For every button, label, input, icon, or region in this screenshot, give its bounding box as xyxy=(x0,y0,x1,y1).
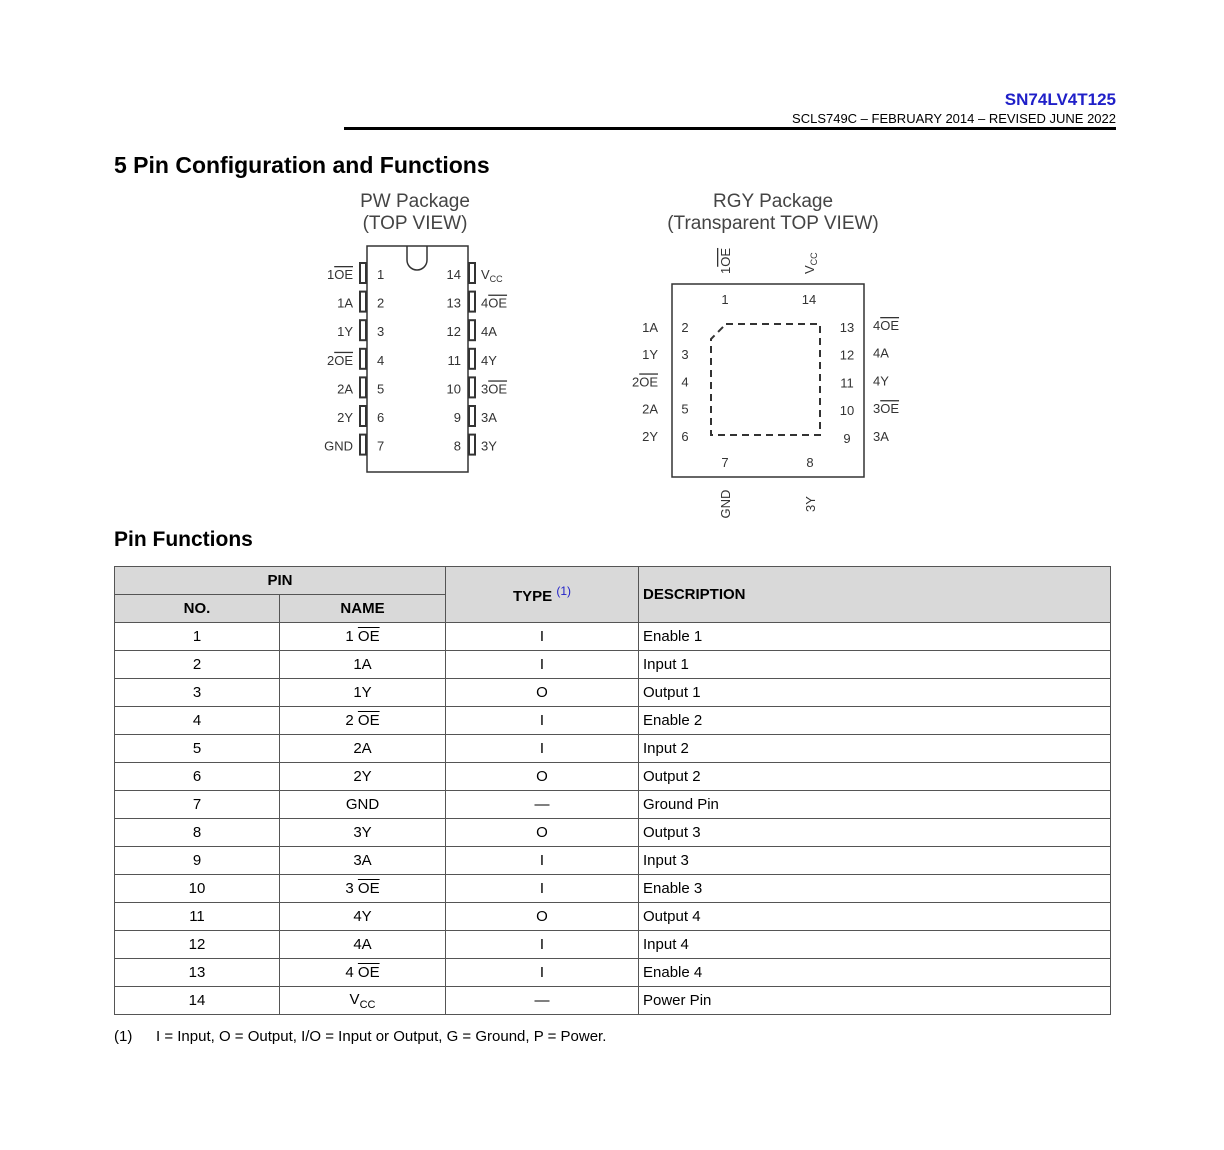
pin-type-cell: O xyxy=(446,679,639,707)
pw-pin-lead xyxy=(360,292,366,312)
rgy-pin-number: 9 xyxy=(843,430,851,446)
pw-pin-label-text: 1A xyxy=(337,295,353,311)
table-row xyxy=(115,791,1111,819)
pin-description-cell: Output 4 xyxy=(639,903,1111,931)
pw-pin-label-prefix: 4 xyxy=(481,295,489,311)
pin-number-cell: 11 xyxy=(115,903,280,931)
pw-pin-lead xyxy=(360,263,366,283)
pin-name: 1Y xyxy=(353,684,372,701)
header-no: NO. xyxy=(115,595,280,623)
pw-pin-number: 7 xyxy=(377,438,385,454)
pin-name-prefix: 3 xyxy=(345,880,358,897)
pin-type-cell: I xyxy=(446,959,639,987)
pin-name-cell xyxy=(280,735,446,763)
rgy-pin-label xyxy=(803,496,818,512)
pin-name: 3Y xyxy=(353,824,372,841)
header-rule xyxy=(344,127,1116,130)
pin-name-cell xyxy=(280,903,446,931)
header-type-footnote-link[interactable]: (1) xyxy=(556,584,572,598)
pw-pin-lead xyxy=(360,435,366,455)
pw-pin-label-text: 2Y xyxy=(337,410,353,425)
header-type xyxy=(446,567,639,623)
rgy-pin-label-prefix: 1 xyxy=(718,266,733,274)
rgy-package-diagram xyxy=(600,236,930,526)
pin-name: $\overline{OE}$ xyxy=(357,712,380,729)
pin-type-cell: I xyxy=(446,735,639,763)
rgy-pin-label xyxy=(873,429,889,444)
rgy-pin-label xyxy=(873,401,899,416)
pin-number-cell: 1 xyxy=(115,623,280,651)
table-row xyxy=(115,735,1111,763)
rgy-pin-label xyxy=(642,402,658,417)
pw-pin-label-text: 2A xyxy=(337,381,353,397)
pin-name: 4A xyxy=(353,936,372,953)
rgy-pin-label xyxy=(802,252,819,274)
pw-pin-lead xyxy=(469,292,475,312)
pin-name-cell xyxy=(280,847,446,875)
pin-type-cell: O xyxy=(446,903,639,931)
pw-pin-number: 4 xyxy=(377,352,385,368)
rgy-pin-label-text: GND xyxy=(718,489,733,519)
pw-pin-number: 10 xyxy=(446,381,461,397)
header-name: NAME xyxy=(280,595,446,623)
rgy-pin-number: 14 xyxy=(801,292,817,307)
pin-name-cell xyxy=(280,791,446,819)
pw-package-notch xyxy=(407,246,427,270)
pin-name: GND xyxy=(345,796,380,813)
pin-description-cell: Power Pin xyxy=(639,987,1111,1015)
pin-description-cell: Output 1 xyxy=(639,679,1111,707)
pin-description-cell: Input 3 xyxy=(639,847,1111,875)
table-row xyxy=(115,679,1111,707)
pin-number-cell: 9 xyxy=(115,847,280,875)
pw-pin-label xyxy=(481,410,497,425)
pw-package-diagram xyxy=(300,236,540,486)
footnote-text: I = Input, O = Output, I/O = Input or Output, G = Ground, P = Power. xyxy=(156,1028,607,1045)
pw-pin-label-text: OE xyxy=(488,295,508,311)
pw-pin-lead xyxy=(360,349,366,369)
pw-pin-number: 12 xyxy=(446,324,461,340)
pin-type-cell: I xyxy=(446,651,639,679)
rgy-pin-label-prefix: 2 xyxy=(631,374,640,390)
rgy-pin-number: 12 xyxy=(839,347,855,363)
rgy-title-line2: (Transparent TOP VIEW) xyxy=(667,213,879,234)
pin-number-cell: 2 xyxy=(115,651,280,679)
rgy-pin-number: 13 xyxy=(839,320,855,335)
footnote xyxy=(114,1028,606,1045)
rgy-pin-label xyxy=(718,248,733,274)
pin-type-cell: I xyxy=(446,623,639,651)
rgy-pin-label xyxy=(718,490,733,519)
table-row xyxy=(115,707,1111,735)
pw-pin-label-text: 3A xyxy=(481,410,497,425)
pw-pin-label-prefix: 2 xyxy=(326,352,335,368)
pin-name-cell xyxy=(280,623,446,651)
pw-pin-label-text: 1Y xyxy=(337,324,353,340)
pin-number-cell: 13 xyxy=(115,959,280,987)
pw-pin-number: 11 xyxy=(447,352,461,368)
pw-pin-label xyxy=(327,267,353,282)
pw-pin-label xyxy=(337,296,353,311)
rgy-pin-number: 2 xyxy=(681,320,689,335)
rgy-pin-label-text: 2A xyxy=(642,401,658,417)
rgy-pin-label xyxy=(642,320,658,335)
pin-name: 4Y xyxy=(353,908,372,925)
pin-description-cell: Enable 4 xyxy=(639,959,1111,987)
pin-name: $\overline{OE}$ xyxy=(357,964,380,981)
pin-type-cell: O xyxy=(446,763,639,791)
pin-number-cell: 8 xyxy=(115,819,280,847)
rgy-title-line1: RGY Package xyxy=(712,191,834,212)
pw-pin-label xyxy=(481,439,497,454)
rgy-pin-label xyxy=(642,429,658,444)
table-row xyxy=(115,903,1111,931)
pw-pin-label xyxy=(481,324,497,339)
table-row xyxy=(115,847,1111,875)
pw-pin-number: 1 xyxy=(377,267,385,282)
pin-name-prefix: 1 xyxy=(345,628,358,645)
pin-name: 3A xyxy=(353,852,372,869)
pw-pin-number: 13 xyxy=(446,295,461,311)
pin-name-prefix: 4 xyxy=(345,964,358,981)
rgy-pin-label-text: 1Y xyxy=(642,347,658,363)
footnote-number: (1) xyxy=(114,1028,133,1045)
header-pin: PIN xyxy=(115,567,446,595)
pin-description-cell: Output 2 xyxy=(639,763,1111,791)
pin-description-cell: Enable 1 xyxy=(639,623,1111,651)
pw-pin-label-text: GND xyxy=(324,438,353,454)
pw-pin-lead xyxy=(360,406,366,426)
pin-name-cell xyxy=(280,651,446,679)
pw-pin-label-text: V xyxy=(481,267,490,282)
pw-pin-lead xyxy=(360,377,366,397)
header-doc-info: SCLS749C – FEBRUARY 2014 – REVISED JUNE 2022 xyxy=(792,111,1116,126)
header-description: DESCRIPTION xyxy=(639,567,1111,623)
pin-number-cell: 6 xyxy=(115,763,280,791)
section-title: 5 Pin Configuration and Functions xyxy=(114,152,490,178)
pin-name: $\overline{OE}$ xyxy=(357,628,380,645)
pw-pin-number: 8 xyxy=(453,438,461,454)
pin-functions-table xyxy=(114,566,1111,1015)
pw-title-line1: PW Package xyxy=(360,191,470,212)
pin-name-cell xyxy=(280,679,446,707)
rgy-pin-label xyxy=(873,346,889,361)
pin-number-cell: 12 xyxy=(115,931,280,959)
pw-pin-label-subscript: CC xyxy=(489,274,503,284)
rgy-pin-label-prefix: 4 xyxy=(873,318,881,333)
rgy-pin-number: 4 xyxy=(681,374,689,390)
pw-pin-number: 3 xyxy=(377,324,385,340)
rgy-pin-label-subscript: CC xyxy=(809,252,819,266)
pin-name: V xyxy=(349,990,360,1008)
pw-pin-label xyxy=(327,353,353,368)
pin-functions-title: Pin Functions xyxy=(114,528,253,551)
pin-description-cell: Enable 3 xyxy=(639,875,1111,903)
pw-pin-lead xyxy=(469,263,475,283)
pw-pin-label xyxy=(481,353,497,368)
rgy-pin-label-text: 1A xyxy=(642,320,658,335)
pw-pin-label-text: OE xyxy=(334,267,353,282)
pw-pin-label-text: 4A xyxy=(481,324,497,340)
rgy-pin-number: 7 xyxy=(721,455,729,470)
pin-name-cell xyxy=(280,987,446,1015)
pin-name-cell xyxy=(280,819,446,847)
pw-pin-lead xyxy=(469,435,475,455)
pw-pin-label xyxy=(481,267,503,284)
pin-name-cell xyxy=(280,959,446,987)
pw-pin-number: 2 xyxy=(377,295,385,311)
rgy-pin-number: 10 xyxy=(839,403,855,419)
rgy-package-body xyxy=(672,284,864,477)
table-row xyxy=(115,623,1111,651)
pin-number-cell: 4 xyxy=(115,707,280,735)
pw-title-line2: (TOP VIEW) xyxy=(362,213,468,234)
pw-pin-label-prefix: 1 xyxy=(326,267,335,282)
pin-name: 1A xyxy=(353,656,372,673)
pin-description-cell: Enable 2 xyxy=(639,707,1111,735)
rgy-pin-number: 3 xyxy=(681,347,689,363)
pin-name: 2A xyxy=(353,740,372,757)
rgy-package-title xyxy=(640,191,906,235)
rgy-pin-label xyxy=(632,374,658,389)
rgy-pin-label xyxy=(873,318,899,333)
pin-description-cell: Output 3 xyxy=(639,819,1111,847)
pw-pin-label-text: 3Y xyxy=(481,438,497,454)
pw-pin-label xyxy=(337,381,353,396)
pin-number-cell: 10 xyxy=(115,875,280,903)
pin-type-cell: I xyxy=(446,707,639,735)
table-row xyxy=(115,931,1111,959)
rgy-pin-label xyxy=(873,373,889,388)
pin-name: $\overline{OE}$ xyxy=(357,880,380,897)
pw-pin-label-prefix: 3 xyxy=(481,381,489,397)
rgy-pin-number: 5 xyxy=(681,401,689,417)
pin-type-cell: — xyxy=(446,987,639,1015)
header-part-number: SN74LV4T125 xyxy=(1004,90,1116,109)
rgy-pin-label-text: OE xyxy=(880,318,900,333)
pin-type-cell: I xyxy=(446,875,639,903)
pin-number-cell: 3 xyxy=(115,679,280,707)
table-row xyxy=(115,819,1111,847)
rgy-thermal-pad xyxy=(711,324,820,435)
pin-name-cell xyxy=(280,707,446,735)
rgy-pin-label-text: V xyxy=(802,265,817,274)
pw-pin-number: 5 xyxy=(377,381,385,397)
pin-description-cell: Input 1 xyxy=(639,651,1111,679)
pin-name-cell xyxy=(280,931,446,959)
pw-pin-lead xyxy=(469,377,475,397)
pin-name-prefix: 2 xyxy=(345,712,358,729)
rgy-pin-label-text: OE xyxy=(639,374,658,390)
pw-pin-label xyxy=(481,296,507,311)
pw-pin-number: 14 xyxy=(446,267,461,282)
pw-pin-label-text: 4Y xyxy=(481,352,497,368)
rgy-pin-number: 8 xyxy=(806,455,814,470)
rgy-pin-label-text: OE xyxy=(718,247,733,267)
header-type-label: TYPE xyxy=(512,588,553,605)
pin-name-cell xyxy=(280,763,446,791)
pw-pin-lead xyxy=(360,320,366,340)
pw-pin-lead xyxy=(469,349,475,369)
pw-pin-label xyxy=(337,410,353,425)
rgy-pin-number: 1 xyxy=(721,292,729,307)
pw-pin-label-text: OE xyxy=(334,352,353,368)
rgy-pin-label-prefix: 3 xyxy=(873,401,881,417)
pw-pin-number: 6 xyxy=(377,410,385,425)
pw-pin-label xyxy=(481,381,507,396)
table-row xyxy=(115,763,1111,791)
table-row xyxy=(115,987,1111,1015)
rgy-pin-label-text: OE xyxy=(880,401,900,417)
pin-type-cell: I xyxy=(446,931,639,959)
pw-pin-number: 9 xyxy=(453,410,461,425)
rgy-pin-label-text: 4A xyxy=(873,345,889,361)
pin-description-cell: Ground Pin xyxy=(639,791,1111,819)
pin-name: 2Y xyxy=(353,768,372,785)
pin-description-cell: Input 2 xyxy=(639,735,1111,763)
pw-package-title xyxy=(315,191,515,235)
rgy-pin-label-text: 3A xyxy=(873,428,889,444)
table-row xyxy=(115,651,1111,679)
pw-pin-lead xyxy=(469,320,475,340)
pin-number-cell: 5 xyxy=(115,735,280,763)
rgy-pin-label-text: 3Y xyxy=(803,496,818,512)
pin-type-cell: I xyxy=(446,847,639,875)
pin-name-subscript: CC xyxy=(359,998,376,1011)
pw-pin-label-text: OE xyxy=(488,381,508,397)
table-row xyxy=(115,959,1111,987)
rgy-pin-label xyxy=(642,347,658,362)
pin-number-cell: 7 xyxy=(115,791,280,819)
pin-type-cell: — xyxy=(446,791,639,819)
rgy-pin-number: 6 xyxy=(681,428,689,444)
rgy-pin-number: 11 xyxy=(840,375,854,391)
pin-description-cell: Input 4 xyxy=(639,931,1111,959)
pw-pin-label xyxy=(337,324,353,339)
pin-type-cell: O xyxy=(446,819,639,847)
table-row xyxy=(115,875,1111,903)
pin-name-cell xyxy=(280,875,446,903)
pw-pin-label xyxy=(324,439,353,454)
rgy-pin-label-text: 4Y xyxy=(873,373,889,389)
pw-pin-lead xyxy=(469,406,475,426)
pin-number-cell: 14 xyxy=(115,987,280,1015)
rgy-pin-label-text: 2Y xyxy=(642,428,658,444)
